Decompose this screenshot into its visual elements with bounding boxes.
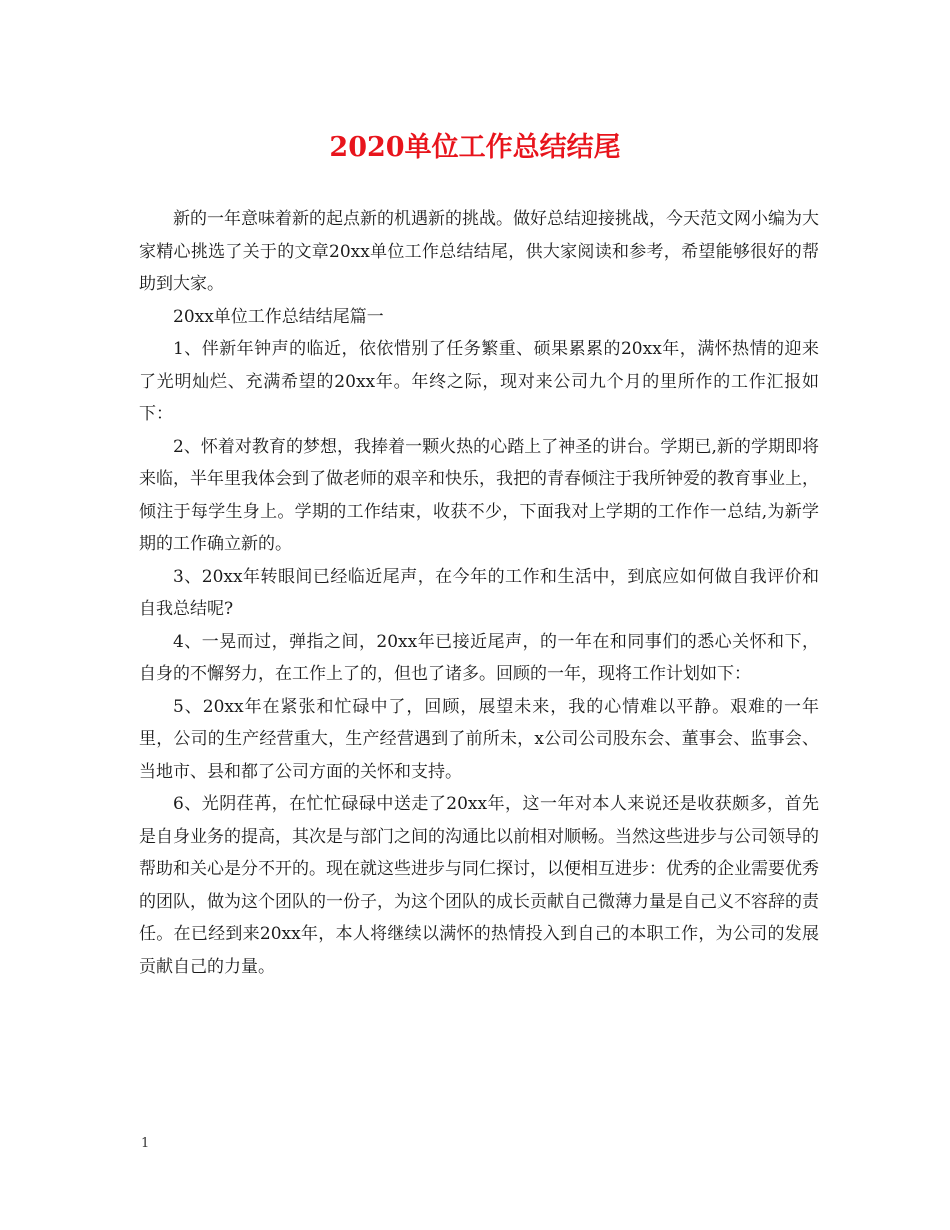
page-number: 1 (141, 1136, 150, 1151)
section-heading: 20xx单位工作总结结尾篇一 (173, 306, 384, 327)
paragraph-3: 3、20xx年转眼间已经临近尾声，在今年的工作和生活中，到底应如何做自我评价和自我总结呢? (139, 566, 819, 619)
intro-paragraph: 新的一年意味着新的起点新的机遇新的挑战。做好总结迎接挑战，今天范文网小编为大家精心挑选了关于的文章20xx单位工作总结结尾，供大家阅读和参考，希望能够很好的帮助到大家。 (139, 209, 819, 294)
paragraph-2: 2、怀着对教育的梦想，我捧着一颗火热的心踏上了神圣的讲台。学期已,新的学期即将来临，半年里我体会到了做老师的艰辛和快乐，我把的青春倾注于我所钟爱的教育事业上，倾注于每学生身上。学期的工作结束，收获不少，下面我对上学期的工作作一总结,为新学期的工作确立新的。 (139, 436, 819, 554)
paragraph-4: 4、一晃而过，弹指之间，20xx年已接近尾声，的一年在和同事们的悉心关怀和下，自身的不懈努力，在工作上了的，但也了诸多。回顾的一年，现将工作计划如下： (139, 631, 819, 684)
document-body (139, 203, 819, 983)
paragraph-5: 5、20xx年在紧张和忙碌中了，回顾，展望未来，我的心情难以平静。艰难的一年里，公司的生产经营重大，生产经营遇到了前所未，x公司公司股东会、董事会、监事会、当地市、县和都了公司方面的关怀和支持。 (139, 696, 819, 782)
paragraph-6: 6、光阴荏苒，在忙忙碌碌中送走了20xx年，这一年对本人来说还是收获颇多，首先是自身业务的提高，其次是与部门之间的沟通比以前相对顺畅。当然这些进步与公司领导的帮助和关心是分不开的。现在就这些进步与同仁探讨，以便相互进步：优秀的企业需要优秀的团队，做为这个团队的一份子，为这个团队的成长贡献自己微薄力量是自己义不容辞的责任。在已经到来20xx年，本人将继续以满怀的热情投入到自己的本职工作，为公司的发展贡献自己的力量。 (139, 794, 819, 977)
document-title: 2020单位工作总结结尾 (329, 132, 621, 163)
paragraph-1: 1、伴新年钟声的临近，依依惜别了任务繁重、硕果累累的20xx年，满怀热情的迎来了光明灿烂、充满希望的20xx年。年终之际，现对来公司九个月的里所作的工作汇报如下： (139, 339, 819, 424)
